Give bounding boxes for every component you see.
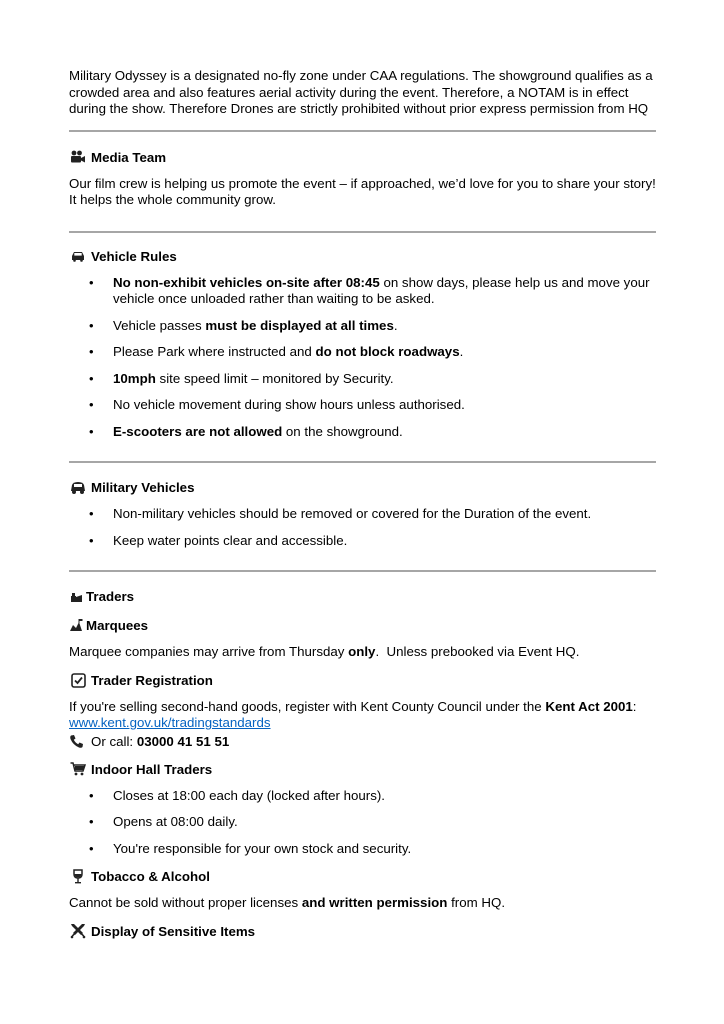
- phone-icon: [69, 733, 87, 749]
- marquee-tent-icon: [69, 618, 83, 634]
- marquees-text: Marquee companies may arrive from Thursday only. Unless prebooked via Event HQ.: [69, 644, 580, 659]
- intro-paragraph: Military Odyssey is a designated no-fly zone under CAA regulations. The showground qualifies as a crowded area and also features aerial activity during the event. Therefore, a NOTAM is in effect during the show. Therefore Drones are strictly prohibited without prior express permission from HQ: [69, 68, 653, 116]
- car-icon: [69, 248, 87, 264]
- checkbox-checked-icon: [69, 672, 87, 688]
- media-team-text: Our film crew is helping us promote the event – if approached, we’d love for you to share your story! It helps the whole community grow.: [69, 175, 656, 207]
- list-item: • 10mph site speed limit – monitored by Security.: [69, 371, 656, 388]
- section-divider: [69, 461, 656, 463]
- trader-registration-title: Trader Registration: [91, 672, 213, 688]
- phone-number[interactable]: 03000 41 51 51: [136, 733, 230, 749]
- media-team-title: Media Team: [91, 149, 167, 165]
- tobacco-alcohol-title: Tobacco & Alcohol: [91, 869, 210, 884]
- media-team-heading: [69, 149, 656, 166]
- marquees-heading: [69, 617, 656, 634]
- trading-standards-link[interactable]: www.kent.gov.uk/tradingstandards: [69, 715, 271, 730]
- military-vehicles-title: Military Vehicles: [91, 480, 195, 495]
- marquees-title: Marquees: [86, 618, 149, 633]
- document-page: [69, 68, 656, 940]
- sensitive-items-title: Display of Sensitive Items: [91, 923, 256, 939]
- list-item: • You're responsible for your own stock and security.: [69, 841, 656, 858]
- list-item: • No vehicle movement during show hours unless authorised.: [69, 397, 656, 414]
- list-item: • Non-military vehicles should be removed or covered for the Duration of the event.: [69, 506, 656, 523]
- list-item: • Closes at 18:00 each day (locked after hours).: [69, 788, 656, 805]
- film-camera-icon: [69, 149, 87, 165]
- tobacco-alcohol-heading: [69, 868, 656, 885]
- list-item: • Keep water points clear and accessible.: [69, 533, 656, 550]
- crossed-swords-icon: [69, 923, 87, 939]
- list-item: • Opens at 08:00 daily.: [69, 814, 656, 831]
- section-divider: [69, 130, 656, 132]
- list-item: • E-scooters are not allowed on the showground.: [69, 424, 656, 441]
- section-divider: [69, 231, 656, 233]
- trader-registration-heading: [69, 672, 656, 689]
- vehicle-rules-list: [69, 275, 656, 441]
- trader-icon: [69, 589, 83, 605]
- list-item: • Vehicle passes must be displayed at all times.: [69, 318, 656, 335]
- indoor-hall-heading: [69, 761, 656, 778]
- vehicle-rules-title: Vehicle Rules: [91, 248, 177, 264]
- wine-glass-icon: [69, 869, 87, 885]
- vehicle-rules-heading: [69, 248, 656, 265]
- military-vehicles-heading: [69, 479, 656, 496]
- call-label: Or call:: [91, 733, 137, 749]
- list-item: • Please Park where instructed and do not block roadways.: [69, 344, 656, 361]
- list-item: • No non-exhibit vehicles on-site after 08:45 on show days, please help us and move your vehicle once unloaded rather than waiting to be asked.: [69, 275, 656, 308]
- traders-title: Traders: [86, 589, 135, 604]
- traders-heading: [69, 588, 656, 605]
- tobacco-alcohol-text: Cannot be sold without proper licenses and written permission from HQ.: [69, 895, 506, 910]
- indoor-hall-list: [69, 788, 656, 858]
- indoor-hall-title: Indoor Hall Traders: [91, 761, 213, 777]
- trader-registration-text: If you're selling second-hand goods, register with Kent County Council under the Kent Act 2001: www.kent.gov.uk/tradingstandards: [69, 698, 637, 730]
- military-vehicles-list: [69, 506, 656, 549]
- military-vehicle-icon: [69, 480, 87, 496]
- sensitive-items-heading: [69, 923, 656, 940]
- phone-line: [69, 733, 656, 750]
- shopping-cart-icon: [69, 761, 87, 777]
- section-divider: [69, 570, 656, 572]
